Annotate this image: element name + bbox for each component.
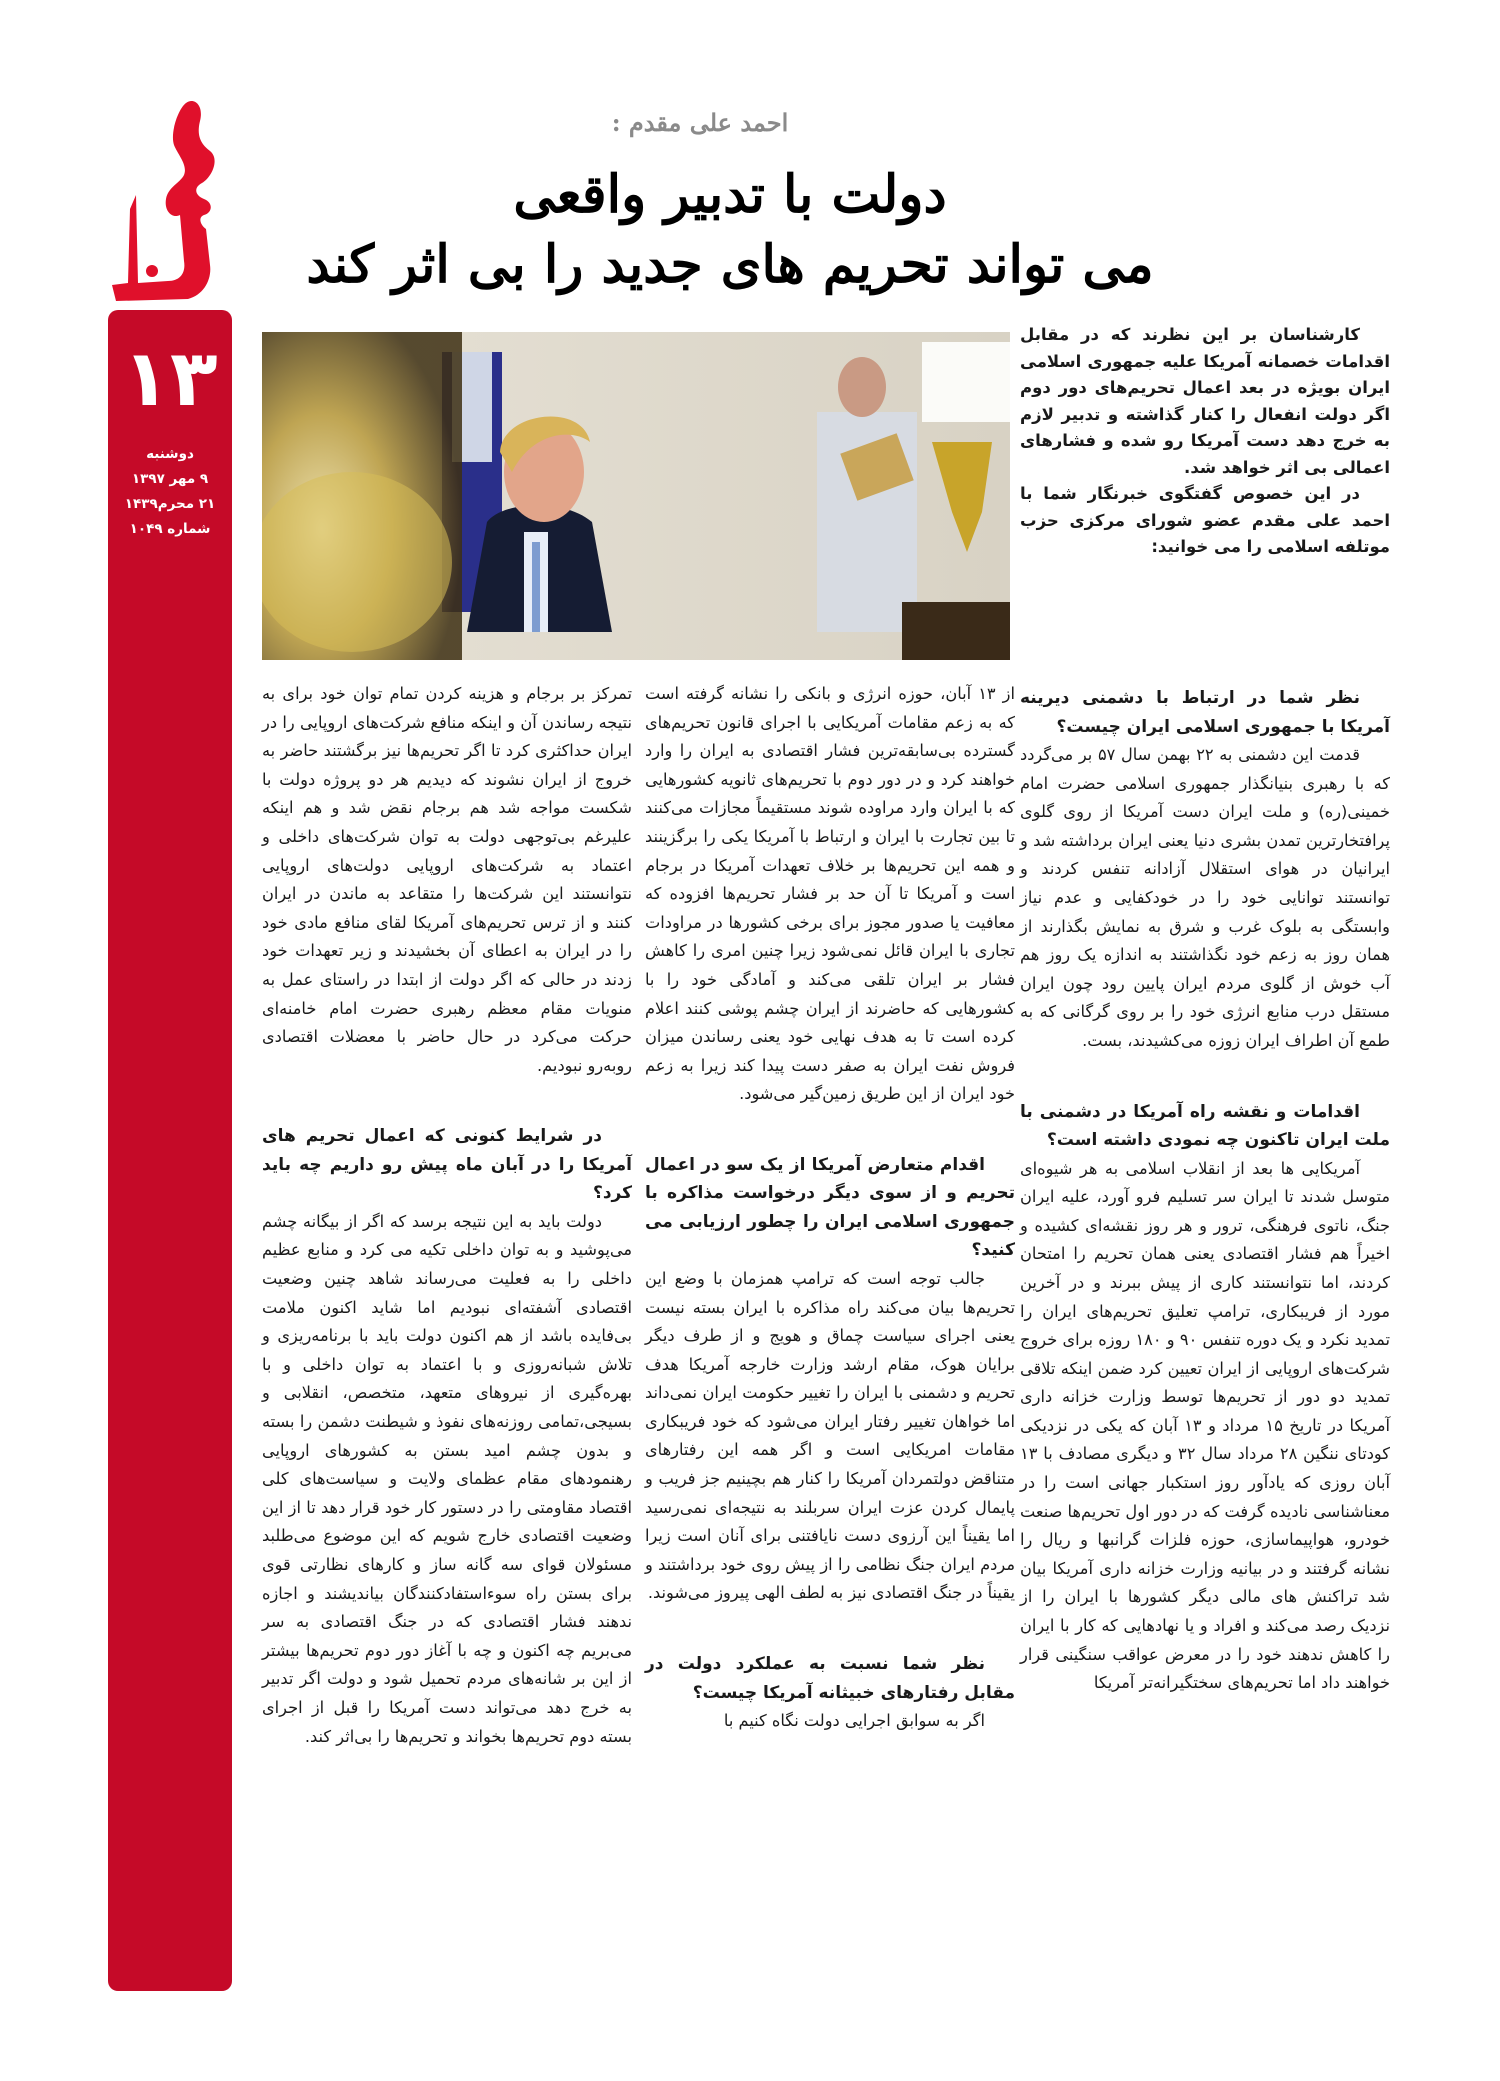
column-right [1020, 670, 1390, 1698]
masthead-logo [108, 95, 238, 305]
date-solar: ۹ مهر ۱۳۹۷ [131, 471, 209, 487]
question-5: در شرایط کنونی که اعمال تحریم های آمریکا را در آبان ماه پیش رو داریم چه باید کرد؟ [262, 1126, 632, 1204]
date-lunar: ۲۱ محرم۱۴۳۹ [124, 496, 216, 512]
article-headline [300, 160, 1160, 300]
answer-3: جالب توجه است که ترامپ همزمان با وضع این تحریم‌ها بیان می‌کند راه مذاکره با ایران بسته نیست یعنی اجرای سیاست چماق و هویج و از طرف دیگر برایان هوک، مقام ارشد وزارت خارجه آمریکا هدف تحریم و دشمنی با ایران را تغییر حکومت ایران نمی‌داند اما خواهان تغییر رفتار ایران می‌شود که خود فریبکاری مقامات امریکایی است و اگر همه این رفتارهای متناقض دولتمردان آمریکا را کنار هم بچینیم جز فریب و پایمال کردن عزت ایران سربلند به نتیجه‌ای نمی‌رسید اما یقیناً این آرزوی دست نایافتنی برای آنان است زیرا مردم ایران جنگ نظامی را از پیش روی خود برداشتند و یقیناً در جنگ اقتصادی نیز به لطف الهی پیروز می‌شوند. [645, 1268, 1015, 1603]
headline-line-2: می تواند تحریم های جدید را بی اثر کند [306, 234, 1154, 295]
column-middle [645, 680, 1015, 1736]
article-photo [262, 332, 1010, 660]
answer-2-continued: از ۱۳ آبان، حوزه انرژی و بانکی را نشانه گرفته است که به زعم مقامات آمریکایی با اجرای قانون تحریم‌های گسترده بی‌سابقه‌ترین فشار اقتصادی به ایران را وارد خواهند کرد و در دور دوم با تحریم‌های ثانویه کشورهایی که با ایران وارد مراوده شوند مستقیماً مجازات می‌کنند تا بین تجارت با ایران و ارتباط با آمریکا یکی را برگزینند و همه این تحریم‌ها بر خلاف تعهدات آمریکا در برجام است و آمریکا تا آن حد بر فشار تحریم‌ها افزوده که معافیت یا صدور مجوز برای برخی کشورها در مراودات تجاری با ایران قائل نمی‌شود زیرا چنین امری را کاهش فشار بر ایران تلقی می‌کند و آمادگی خود را با کشورهایی که حاضرند از ایران چشم پوشی کنند اعلام کرده است تا به هدف نهایی خود یعنی رساندن میزان فروش نفت ایران به صفر دست پیدا کند زیرا به زعم خود ایران از این طریق زمین‌گیر می‌شود. [645, 684, 1015, 1104]
headline-line-1: دولت با تدبیر واقعی [513, 164, 947, 225]
column-left [262, 680, 632, 1751]
answer-4: اگر به سوابق اجرایی دولت نگاه کنیم با [723, 1711, 985, 1731]
question-1: نظر شما در ارتباط با دشمنی دیرینه آمریکا با جمهوری اسلامی ایران چیست؟ [1020, 688, 1390, 737]
answer-4-continued: تمرکز بر برجام و هزینه کردن تمام توان خود برای به نتیجه رساندن آن و اینکه منافع شرکت‌های اروپایی را در ایران حداکثری کرد تا اگر تحریم‌ها نیز برگشتند حاضر به خروج از ایران نشوند که دیدیم هر دو پروژه دولت با شکست مواجه شد هم برجام نقض شد و هم اینکه علیرغم بی‌توجهی دولت به توان شرکت‌های داخلی و اعتماد به شرکت‌های اروپایی دولت‌های اروپایی نتوانستند این شرکت‌ها را متقاعد به ماندن در ایران کنند و از ترس تحریم‌های آمریکا لقای منافع مادی خود را در ایران به اعطای آن بخشیدند و زیر تعهدات خود زدند در حالی که اگر دولت از ابتدا در راستای عمل به منویات مقام معظم رهبری حضرت امام خامنه‌ای حرکت می‌کرد در حال حاضر با معضلات اقتصادی روبه‌رو نبودیم. [262, 684, 632, 1075]
question-3: اقدام متعارض آمریکا از یک سو در اعمال تحریم و از سوی دیگر درخواست مذاکره با جمهوری اسلامی ایران را چطور ارزیابی می کنید؟ [645, 1154, 1015, 1261]
lead-paragraph-1: کارشناسان بر این نظرند که در مقابل اقدامات خصمانه آمریکا علیه جمهوری اسلامی ایران بویژه در بعد اعمال تحریم‌های دور دوم اگر دولت انفعال را کنار گذاشته و تدبیر لازم به خرج دهد دست آمریکا رو شده و فشارهای اعمالی بی اثر خواهد شد. [1020, 325, 1390, 477]
article-kicker: احمد علی مقدم : [611, 108, 789, 137]
weekday: دوشنبه [146, 446, 194, 462]
answer-5: دولت باید به این نتیجه برسد که اگر از بیگانه چشم می‌پوشید و به توان داخلی تکیه می کرد و منابع عظیم داخلی را به فعلیت می‌رساند شاهد چنین وضعیت اقتصادی آشفته‌ای نبودیم اما شاید اکنون ملامت بی‌فایده باشد از هم اکنون دولت باید با برنامه‌ریزی و تلاش شبانه‌روزی و با اعتماد به توان داخلی و با بهره‌گیری از نیروهای متعهد، متخصص، انقلابی و بسیجی،تمامی روزنه‌های نفوذ و شیطنت دشمن را بسته و بدون چشم امید بستن به کشورهای اروپایی رهنمودهای مقام عظمای ولایت و سیاست‌های کلی اقتصاد مقاومتی را در دستور کار خود قرار دهد تا از این وضعیت اقتصادی خارج شویم که این موضوع می‌طلبد مسئولان قوای سه گانه ساز و کارهای نظارتی قوی برای بستن راه سوءاستفادکنندگان بیاندیشند و اجازه ندهند فشار اقتصادی که در جنگ اقتصادی به سر می‌بریم چه اکنون و چه با آغاز دور دوم تحریم‌ها بیشتر از این بر شانه‌های مردم تحمیل شود و دولت اگر تدبیر به خرج دهد می‌تواند دست آمریکا را قبل از اجرای بسته دوم تحریم‌ها بخواند و تحریم‌ها را بی‌اثر کند. [262, 1211, 632, 1746]
side-strip [108, 310, 232, 1991]
issue-number: شماره ۱۰۴۹ [129, 521, 211, 537]
date-block [108, 442, 232, 542]
question-2: اقدامات و نقشه راه آمریکا در دشمنی با ملت ایران تاکنون چه نمودی داشته است؟ [1020, 1101, 1390, 1151]
lead-paragraph-2: در این خصوص گفتگوی خبرنگار شما با احمد علی مقدم عضو شورای مرکزی حزب موتلفه اسلامی را می خوانید: [1020, 484, 1390, 556]
logo-calligraphy-icon [108, 95, 238, 305]
answer-2: آمریکایی ها بعد از انقلاب اسلامی به هر شیوه‌ای متوسل شدند تا ایران سر تسلیم فرو آورد، علیه ایران جنگ، ناتوی فرهنگی، ترور و هر روز نقشه‌ای کشیده و اخیراً هم فشار اقتصادی یعنی همان تحریم را امتحان کردند، اما نتوانستند کاری از پیش ببرند و در آخرین مورد از فریبکاری، ترامپ تعلیق تحریم‌های ایران را تمدید نکرد و یک دوره تنفس ۹۰ و ۱۸۰ روزه برای خروج شرکت‌های اروپایی از ایران تعیین کرد ضمن اینکه تلاقی تمدید دو دور از تحریم‌ها توسط وزارت خزانه داری آمریکا در تاریخ ۱۵ مرداد و ۱۳ آبان که یکی در نزدیکی کودتای ننگین ۲۸ مرداد سال ۳۲ و دیگری مصادف با ۱۳ آبان روزی که یادآور روز استکبار جهانی است را در معناشناسی نادیده گرفت که در دور اول تحریم‌ها صنعت خودرو، هواپیماسازی، حوزه فلزات گرانبها و ریال را نشانه گرفتند و در بیانیه وزارت خزانه داری آمریکا بیان شد تراکنش های مالی دیگر کشورها با ایران را از نزدیک رصد می‌کند و افراد و یا نهادهایی که کار با ایران را کاهش ندهند خود را در معرض عواقب سنگینی قرار خواهند داد اما تحریم‌های سختگیرانه‌تر آمریکا [1020, 1158, 1391, 1693]
page-number: ۱۳ [122, 334, 218, 424]
article-lead [1020, 322, 1390, 561]
question-4: نظر شما نسبت به عملکرد دولت در مقابل رفتارهای خبیثانه آمریکا چیست؟ [645, 1654, 1015, 1703]
photo-illustration-icon [262, 332, 1010, 660]
answer-1: قدمت این دشمنی به ۲۲ بهمن سال ۵۷ بر می‌گردد که با رهبری بنیانگذار جمهوری اسلامی حضرت امام خمینی(ره) و ملت ایران دست آمریکا از روی گلوی پرافتخارترین تمدن بشری دنیا یعنی ایران برداشته شد و ایرانیان در هوای استقلال آزادانه تنفس کردند و توانستند توانایی خود را در خودکفایی و عدم نیاز وابستگی به بلوک غرب و شرق به نمایش بگذارند از همان روز به زعم خود نگذاشتند به اندازه یک روز هم آب خوش از گلوی مردم ایران پایین رود چون ایران مستقل درب منابع انرژی خود را بر روی گرگانی که به طمع آن اطراف ایران زوزه می‌کشیدند، بست. [1020, 745, 1390, 1050]
